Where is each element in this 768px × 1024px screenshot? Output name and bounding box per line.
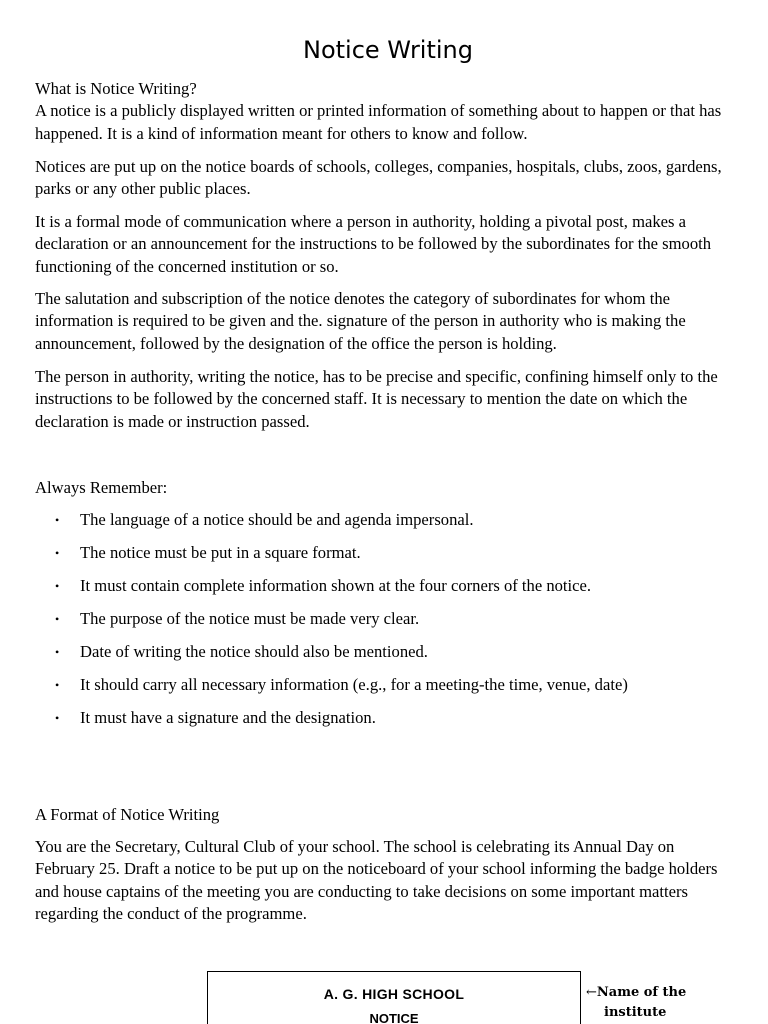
notice-label: NOTICE: [369, 1011, 419, 1024]
paragraph-precise: The person in authority, writing the notice, has to be precise and specific, confining himself only to the instructions to be followed by the concerned staff. It is necessary to mention the date on which the declaration is made or instruction passed.: [35, 367, 718, 431]
notice-school-name: A. G. HIGH SCHOOL: [323, 986, 465, 1002]
intro-heading: What is Notice Writing?: [35, 79, 197, 98]
list-item-text: It must have a signature and the designation.: [80, 708, 376, 727]
list-item-text: The purpose of the notice must be made very clear.: [80, 609, 420, 628]
list-item: [35, 509, 735, 542]
remember-heading: Always Remember:: [35, 478, 168, 497]
list-item: [35, 608, 735, 641]
sample-notice-box: [207, 971, 581, 1024]
list-item-text: The notice must be put in a square format.: [80, 543, 361, 562]
institute-annotation: [586, 983, 766, 1023]
bullet-icon: •: [55, 711, 60, 725]
paragraph-salutation: The salutation and subscription of the notice denotes the category of subordinates for whom the information is required to be given and the. signature of the person in authority who is making the announcement, followed by the designation of the office the person is holding.: [35, 289, 686, 353]
list-item-text: Date of writing the notice should also be mentioned.: [80, 642, 428, 661]
paragraph-definition: A notice is a publicly displayed written or printed information of something about to happen or that has happened. It is a kind of information meant for others to know and follow.: [35, 101, 722, 143]
annotation-line-1: Name of the: [596, 985, 687, 1000]
list-item-text: It must contain complete information shown at the four corners of the notice.: [80, 576, 592, 595]
bullet-icon: •: [55, 546, 60, 560]
list-item: [35, 707, 735, 740]
bullet-icon: •: [55, 645, 60, 659]
bullet-icon: •: [55, 612, 60, 626]
format-heading: A Format of Notice Writing: [35, 805, 220, 824]
bullet-icon: •: [55, 513, 60, 527]
page-title: Notice Writing: [302, 36, 473, 64]
paragraph-formal-mode: It is a formal mode of communication where a person in authority, holding a pivotal post, makes a declaration or an announcement for the instructions to be followed by the subordinates for the smooth functioning of the concerned institution or so.: [35, 212, 712, 276]
list-item: [35, 575, 735, 608]
paragraph-places: Notices are put up on the notice boards of schools, colleges, companies, hospitals, clubs, zoos, gardens, parks or any other public places.: [35, 157, 722, 199]
annotation-line-2: institute: [604, 1005, 667, 1020]
list-item-text: The language of a notice should be and agenda impersonal.: [80, 510, 474, 529]
format-task-paragraph: You are the Secretary, Cultural Club of your school. The school is celebrating its Annual Day on February 25. Draft a notice to be put up on the noticeboard of your school informing the badge holders and house captains of the meeting you are conducting to take decisions on some important matters regarding the conduct of the programme.: [35, 837, 718, 923]
list-item: [35, 641, 735, 674]
list-item: [35, 542, 735, 575]
remember-list: [35, 509, 735, 740]
left-arrow-icon: ←: [586, 985, 597, 1000]
bullet-icon: •: [55, 579, 60, 593]
list-item: [35, 674, 735, 707]
list-item-text: It should carry all necessary information (e.g., for a meeting-the time, venue, date): [80, 675, 628, 694]
intro-section: [35, 78, 735, 145]
bullet-icon: •: [55, 678, 60, 692]
